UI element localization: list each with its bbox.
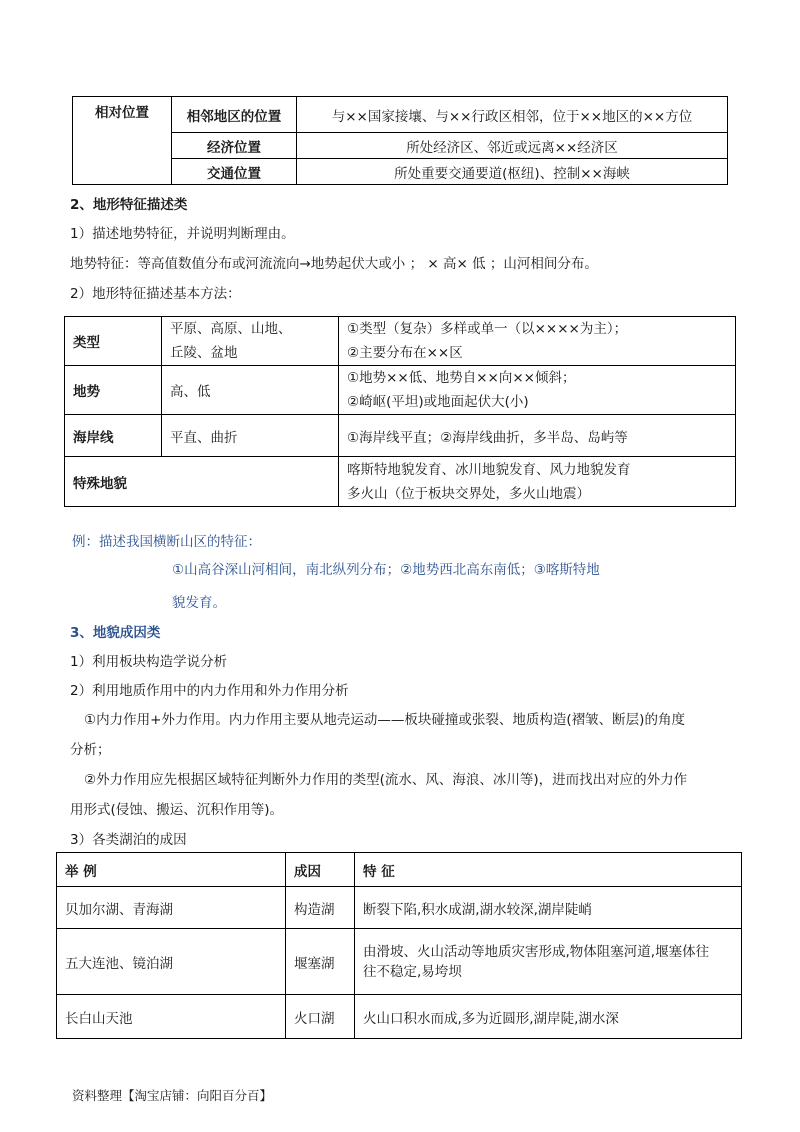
example-intro: 例：描述我国横断山区的特征： — [72, 534, 261, 550]
table3-feature: 断裂下陷,积水成湖,湖水较深,湖岸陡峭 — [355, 887, 742, 929]
example-answer-line2: 貌发育。 — [172, 595, 226, 611]
table2-method: ②主要分布在××区 — [347, 345, 463, 361]
table3-header: 成因 — [286, 853, 355, 887]
table2-desc-cell — [162, 317, 339, 366]
table1-row-label: 经济位置 — [172, 133, 297, 159]
table3-example: 贝加尔湖、青海湖 — [57, 887, 286, 929]
table2-method-cell — [339, 317, 736, 366]
position-table — [72, 96, 728, 185]
table3-feature: 由滑坡、火山活动等地质灾害形成,物体阻塞河道,堰塞体往 — [363, 943, 710, 960]
table2-desc: 平直、曲折 — [162, 415, 339, 457]
table1-row-label: 相邻地区的位置 — [172, 97, 297, 133]
section3-title: 3、地貌成因类 — [70, 625, 161, 641]
table1-row-value: 与××国家接壤、与××行政区相邻，位于××地区的××方位 — [297, 97, 728, 133]
table3-header: 举 例 — [57, 853, 286, 887]
section3-para1-line1: ①内力作用+外力作用。内力作用主要从地壳运动——板块碰撞或张裂、地质构造(褶皱、断层)的角度 — [84, 712, 685, 728]
table2-desc: 平原、高原、山地、 — [170, 321, 292, 337]
table2-method: 多火山（位于板块交界处，多火山地震） — [347, 485, 590, 502]
section3-para2-line1: ②外力作用应先根据区域特征判断外力作用的类型(流水、风、海浪、冰川等)，进而找出对应的外力作 — [84, 772, 688, 788]
table2-method: 喀斯特地貌发育、冰川地貌发育、风力地貌发育 — [347, 461, 631, 478]
table3-example: 长白山天池 — [57, 995, 286, 1039]
table3-feature-cell — [355, 929, 742, 995]
table3-cause: 构造湖 — [286, 887, 355, 929]
table2-label: 海岸线 — [65, 415, 162, 457]
section3-line3: 3）各类湖泊的成因 — [70, 832, 187, 848]
table2-label: 类型 — [65, 317, 162, 366]
section2-line3: 2）地形特征描述基本方法： — [70, 286, 241, 302]
table3-cause: 火口湖 — [286, 995, 355, 1039]
section2-line1: 1）描述地势特征，并说明判断理由。 — [70, 226, 295, 242]
section3-line2: 2）利用地质作用中的内力作用和外力作用分析 — [70, 683, 349, 699]
lake-table — [56, 852, 742, 1039]
table3-feature: 火山口积水而成,多为近圆形,湖岸陡,湖水深 — [355, 995, 742, 1039]
section3-line1: 1）利用板块构造学说分析 — [70, 654, 228, 670]
table3-feature: 往不稳定,易垮坝 — [363, 963, 462, 980]
terrain-table — [64, 316, 736, 507]
example-answer-line1: ①山高谷深山河相间，南北纵列分布；②地势西北高东南低；③喀斯特地 — [172, 562, 600, 578]
table3-header: 特 征 — [355, 853, 742, 887]
table2-method-cell — [339, 366, 736, 415]
section3-para1-line2: 分析； — [70, 742, 111, 758]
table2-method: ①海岸线平直；②海岸线曲折，多半岛、岛屿等 — [339, 415, 736, 457]
table1-row-value: 所处经济区、邻近或远离××经济区 — [297, 133, 728, 159]
section2-line2: 地势特征：等高值数值分布或河流流向→地势起伏大或小 ； × 高× 低 ；山河相间分布。 — [70, 256, 598, 272]
table2-method: ①类型（复杂）多样或单一（以××××为主）； — [347, 321, 628, 337]
table2-desc: 丘陵、盆地 — [170, 345, 238, 361]
table1-header: 相对位置 — [73, 97, 172, 185]
table1-row-label: 交通位置 — [172, 159, 297, 185]
table1-row-value: 所处重要交通要道(枢纽)、控制××海峡 — [297, 159, 728, 185]
table2-desc: 高、低 — [162, 366, 339, 415]
table3-cause: 堰塞湖 — [286, 929, 355, 995]
table2-label: 地势 — [65, 366, 162, 415]
table2-label: 特殊地貌 — [65, 457, 339, 507]
section2-title: 2、地形特征描述类 — [70, 197, 188, 213]
table2-method: ①地势××低、地势自××向××倾斜； — [347, 370, 576, 386]
table2-method-cell — [339, 457, 736, 507]
section3-para2-line2: 用形式(侵蚀、搬运、沉积作用等)。 — [70, 802, 284, 818]
table2-method: ②崎岖(平坦)或地面起伏大(小) — [347, 394, 529, 410]
footer-note: 资料整理【淘宝店铺：向阳百分百】 — [72, 1088, 273, 1103]
table3-example: 五大连池、镜泊湖 — [57, 929, 286, 995]
